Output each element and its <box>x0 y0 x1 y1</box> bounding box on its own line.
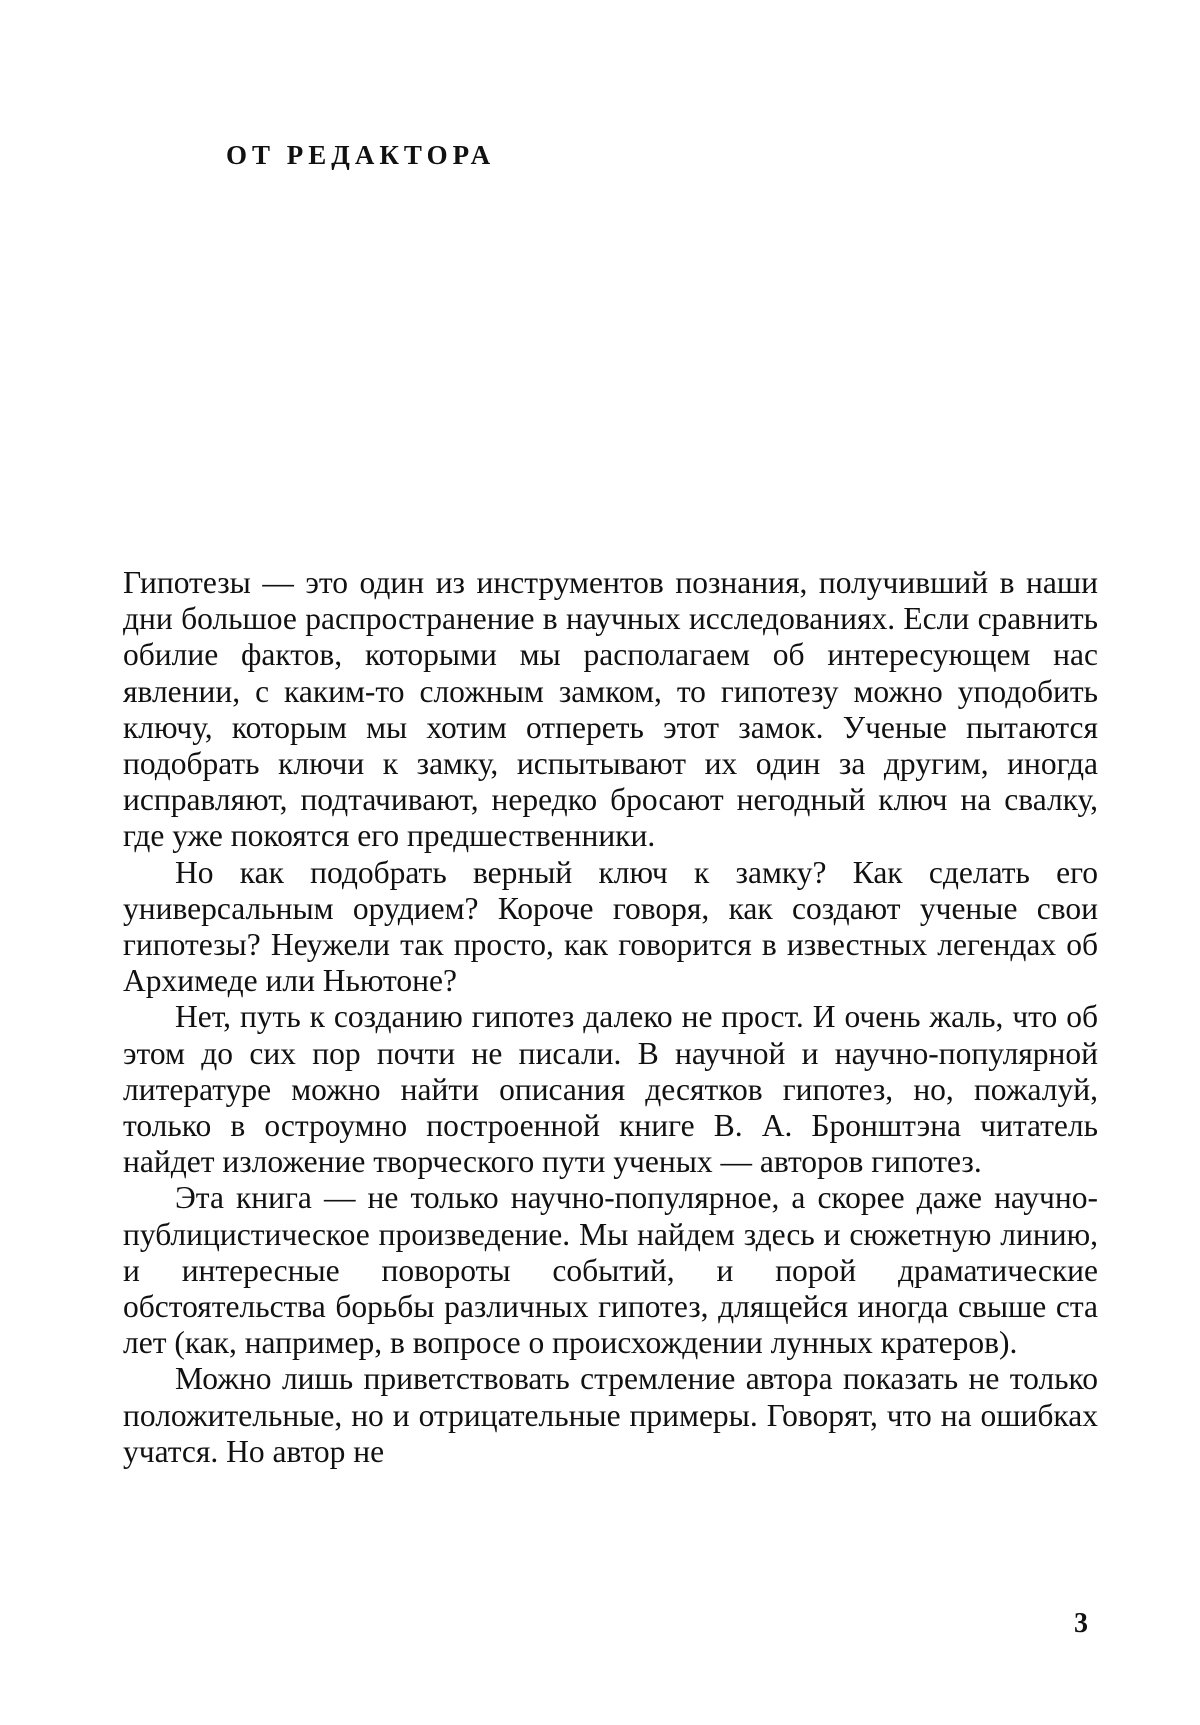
page-heading: ОТ РЕДАКТОРА <box>226 140 496 170</box>
body-text <box>123 565 1098 1470</box>
paragraph: Нет, путь к созданию гипотез далеко не прост. И очень жаль, что об этом до сих пор почти не писали. В научной и научно-популярной литературе можно найти описания десятков гипотез, но, пожалуй, только в остроумно построенной книге В. А. Бронштэна читатель найдет изложение творческого пути ученых — авторов гипотез. <box>123 999 1098 1180</box>
paragraph: Гипотезы — это один из инструментов познания, получивший в наши дни большое распространение в научных исследованиях. Если сравнить обилие фактов, которыми мы располагаем об интересующем нас явлении, с каким-то сложным замком, то гипотезу можно уподобить ключу, которым мы хотим отпереть этот замок. Ученые пытаются подобрать ключи к замку, испытывают их один за другим, иногда исправляют, подтачивают, нередко бросают негодный ключ на свалку, где уже покоятся его предшественники. <box>123 565 1098 854</box>
page-number: 3 <box>1074 1608 1088 1639</box>
paragraph: Можно лишь приветствовать стремление автора показать не только положительные, но и отрицательные примеры. Говорят, что на ошибках учатся. Но автор не <box>123 1361 1098 1469</box>
paragraph: Эта книга — не только научно-популярное, а скорее даже научно-публицистическое произведение. Мы найдем здесь и сюжетную линию, и интересные повороты событий, и порой драматические обстоятельства борьбы различных гипотез, длящейся иногда свыше ста лет (как, например, в вопросе о происхождении лунных кратеров). <box>123 1180 1098 1361</box>
paragraph: Но как подобрать верный ключ к замку? Как сделать его универсальным орудием? Короче говоря, как создают ученые свои гипотезы? Неужели так просто, как говорится в известных легендах об Архимеде или Ньютоне? <box>123 854 1098 999</box>
